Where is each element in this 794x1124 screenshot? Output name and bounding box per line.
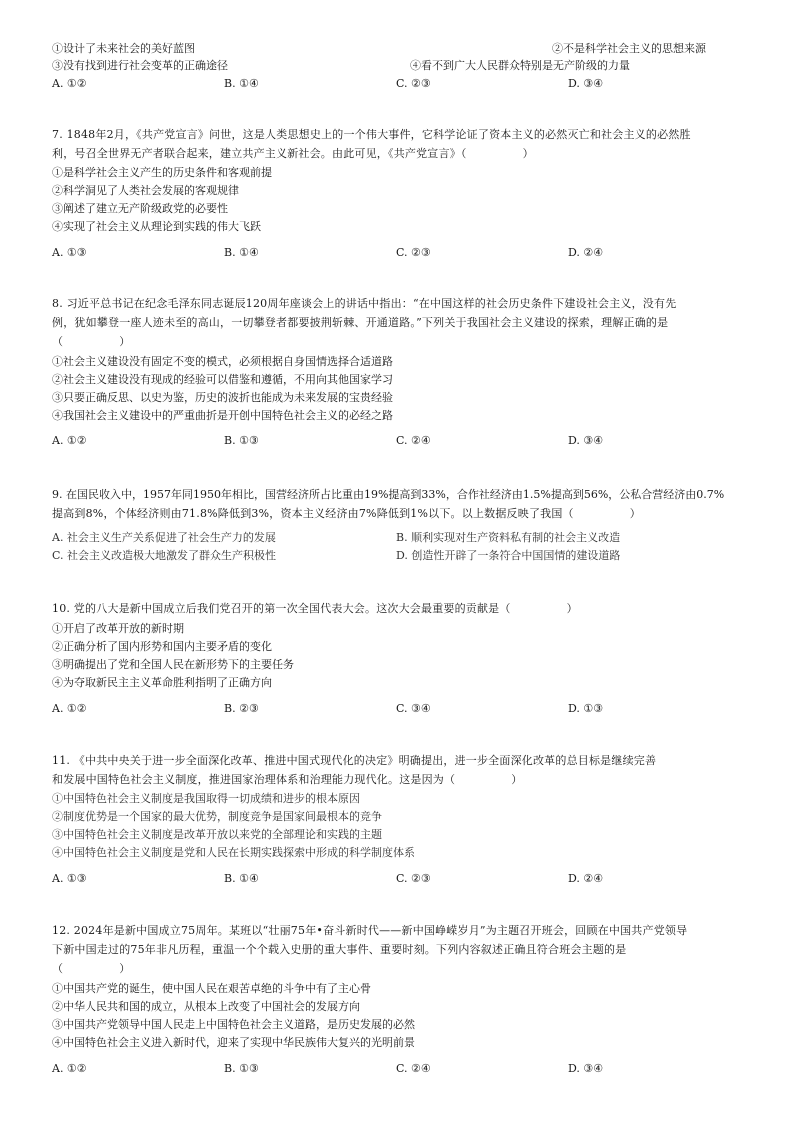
q11-item-3: ③中国特色社会主义制度是改革开放以来党的全部理论和实践的主题 [52,828,382,841]
q6-option-a[interactable]: A. ①② [52,77,87,90]
q7-item-1: ①是科学社会主义产生的历史条件和客观前提 [52,166,272,179]
q8-stem-line-3: （ ） [52,335,131,348]
q8-stem-line-2: 例，犹如攀登一座人迹未至的高山，一切攀登者都要披荆斩棘、开通道路。”下列关于我国社会主义建设的探索，理解正确的是 [52,316,669,329]
q12-stem-line-2: 下新中国走过的75年非凡历程，重温一个个载入史册的重大事件、重要时刻。下列内容叙述正确且符合班会主题的是 [52,943,627,956]
q11-stem-line-1: 11. 《中共中央关于进一步全面深化改革、推进中国式现代化的决定》明确提出，进一步全面深化改革的总目标是继续完善 [52,754,657,767]
q7-option-b[interactable]: B. ①④ [224,246,259,259]
q12-item-2: ②中华人民共和国的成立，从根本上改变了中国社会的发展方向 [52,1000,360,1013]
q12-option-b[interactable]: B. ①③ [224,1062,259,1075]
q9-option-c[interactable]: C. 社会主义改造极大地激发了群众生产积极性 [52,549,277,562]
q8-item-1: ①社会主义建设没有固定不变的模式，必须根据自身国情选择合适道路 [52,355,393,368]
q11-item-4: ④中国特色社会主义制度是党和人民在长期实践探索中形成的科学制度体系 [52,846,415,859]
q6-item-3: ③没有找到进行社会变革的正确途径 [52,59,228,72]
q6-item-1: ①设计了未来社会的美好蓝图 [52,42,195,55]
q12-item-3: ③中国共产党领导中国人民走上中国特色社会主义道路，是历史发展的必然 [52,1018,415,1031]
q11-stem-line-2: 和发展中国特色社会主义制度，推进国家治理体系和治理能力现代化。这是因为（ ） [52,773,523,786]
q10-item-1: ①开启了改革开放的新时期 [52,622,184,635]
q7-option-a[interactable]: A. ①③ [52,246,87,259]
q7-stem-line-2: 利，号召全世界无产者联合起来，建立共产主义新社会。由此可见，《共产党宣言》（ ） [52,147,534,160]
q11-item-2: ②制度优势是一个国家的最大优势，制度竞争是国家间最根本的竞争 [52,810,382,823]
q10-item-3: ③明确提出了党和全国人民在新形势下的主要任务 [52,658,294,671]
q9-options-row-1 [52,531,752,545]
q8-item-4: ④我国社会主义建设中的严重曲折是开创中国特色社会主义的必经之路 [52,409,393,422]
q11-option-a[interactable]: A. ①③ [52,872,87,885]
q6-item-4: ④看不到广大人民群众特别是无产阶级的力量 [410,59,630,72]
q12-option-c[interactable]: C. ②④ [396,1062,431,1075]
q11-option-b[interactable]: B. ①④ [224,872,259,885]
q6-item-2: ②不是科学社会主义的思想来源 [552,42,706,55]
q12-item-4: ④中国特色社会主义进入新时代，迎来了实现中华民族伟大复兴的光明前景 [52,1036,415,1049]
q11-item-1: ①中国特色社会主义制度是我国取得一切成绩和进步的根本原因 [52,792,360,805]
q9-stem-line-2: 提高到8%，个体经济则由71.8%降低到3%，资本主义经济由7%降低到1%以下。以上数据反映了我国（ ） [52,507,641,520]
q8-item-2: ②社会主义建设没有现成的经验可以借鉴和遵循，不用向其他国家学习 [52,373,393,386]
q9-options-row-2 [52,549,752,563]
q8-stem-line-1: 8. 习近平总书记在纪念毛泽东同志诞辰120周年座谈会上的讲话中指出：“在中国这样的社会历史条件下建设社会主义，没有先 [52,297,677,310]
q12-option-d[interactable]: D. ③④ [568,1062,604,1075]
q9-option-a[interactable]: A. 社会主义生产关系促进了社会生产力的发展 [52,531,276,544]
q7-item-2: ②科学洞见了人类社会发展的客观规律 [52,184,239,197]
q8-item-3: ③只要正确反思、以史为鉴，历史的波折也能成为未来发展的宝贵经验 [52,391,393,404]
q12-stem-line-3: （ ） [52,962,131,975]
q11-options [52,872,752,886]
q12-item-1: ①中国共产党的诞生，使中国人民在艰苦卓绝的斗争中有了主心骨 [52,982,371,995]
q7-stem-line-1: 7. 1848年2月，《共产党宣言》问世，这是人类思想史上的一个伟大事件，它科学论证了资本主义的必然灭亡和社会主义的必然胜 [52,128,691,141]
q12-stem-line-1: 12. 2024年是新中国成立75周年。某班以“壮丽75年•奋斗新时代——新中国峥嵘岁月”为主题召开班会，回顾在中国共产党领导 [52,924,688,937]
q6-items-row-1 [52,42,752,56]
q8-option-b[interactable]: B. ①③ [224,434,259,447]
q8-option-d[interactable]: D. ③④ [568,434,604,447]
q8-option-c[interactable]: C. ②④ [396,434,431,447]
q12-options [52,1062,752,1076]
q10-option-c[interactable]: C. ③④ [396,702,431,715]
q7-option-c[interactable]: C. ②③ [396,246,431,259]
q6-option-b[interactable]: B. ①④ [224,77,259,90]
q7-item-3: ③阐述了建立无产阶级政党的必要性 [52,202,228,215]
q12-option-a[interactable]: A. ①② [52,1062,87,1075]
q10-option-d[interactable]: D. ①③ [568,702,604,715]
q7-options [52,246,752,260]
q10-option-b[interactable]: B. ②③ [224,702,259,715]
q8-option-a[interactable]: A. ①② [52,434,87,447]
q6-items-row-2 [52,59,752,73]
q11-option-c[interactable]: C. ②③ [396,872,431,885]
q9-option-d[interactable]: D. 创造性开辟了一条符合中国国情的建设道路 [396,549,621,562]
q6-options [52,77,752,91]
q7-item-4: ④实现了社会主义从理论到实践的伟大飞跃 [52,220,261,233]
q6-option-d[interactable]: D. ③④ [568,77,604,90]
q9-option-b[interactable]: B. 顺利实现对生产资料私有制的社会主义改造 [396,531,621,544]
q9-stem-line-1: 9. 在国民收入中，1957年同1950年相比，国营经济所占比重由19%提高到33%，合作社经济由1.5%提高到56%，公私合营经济由0.7% [52,488,725,501]
q10-options [52,702,752,716]
q8-options [52,434,752,448]
q11-option-d[interactable]: D. ②④ [568,872,604,885]
q6-option-c[interactable]: C. ②③ [396,77,431,90]
q10-option-a[interactable]: A. ①② [52,702,87,715]
q7-option-d[interactable]: D. ②④ [568,246,604,259]
q10-item-4: ④为夺取新民主主义革命胜利指明了正确方向 [52,676,272,689]
q10-stem-line-1: 10. 党的八大是新中国成立后我们党召开的第一次全国代表大会。这次大会最重要的贡献是（ ） [52,602,578,615]
q10-item-2: ②正确分析了国内形势和国内主要矛盾的变化 [52,640,272,653]
